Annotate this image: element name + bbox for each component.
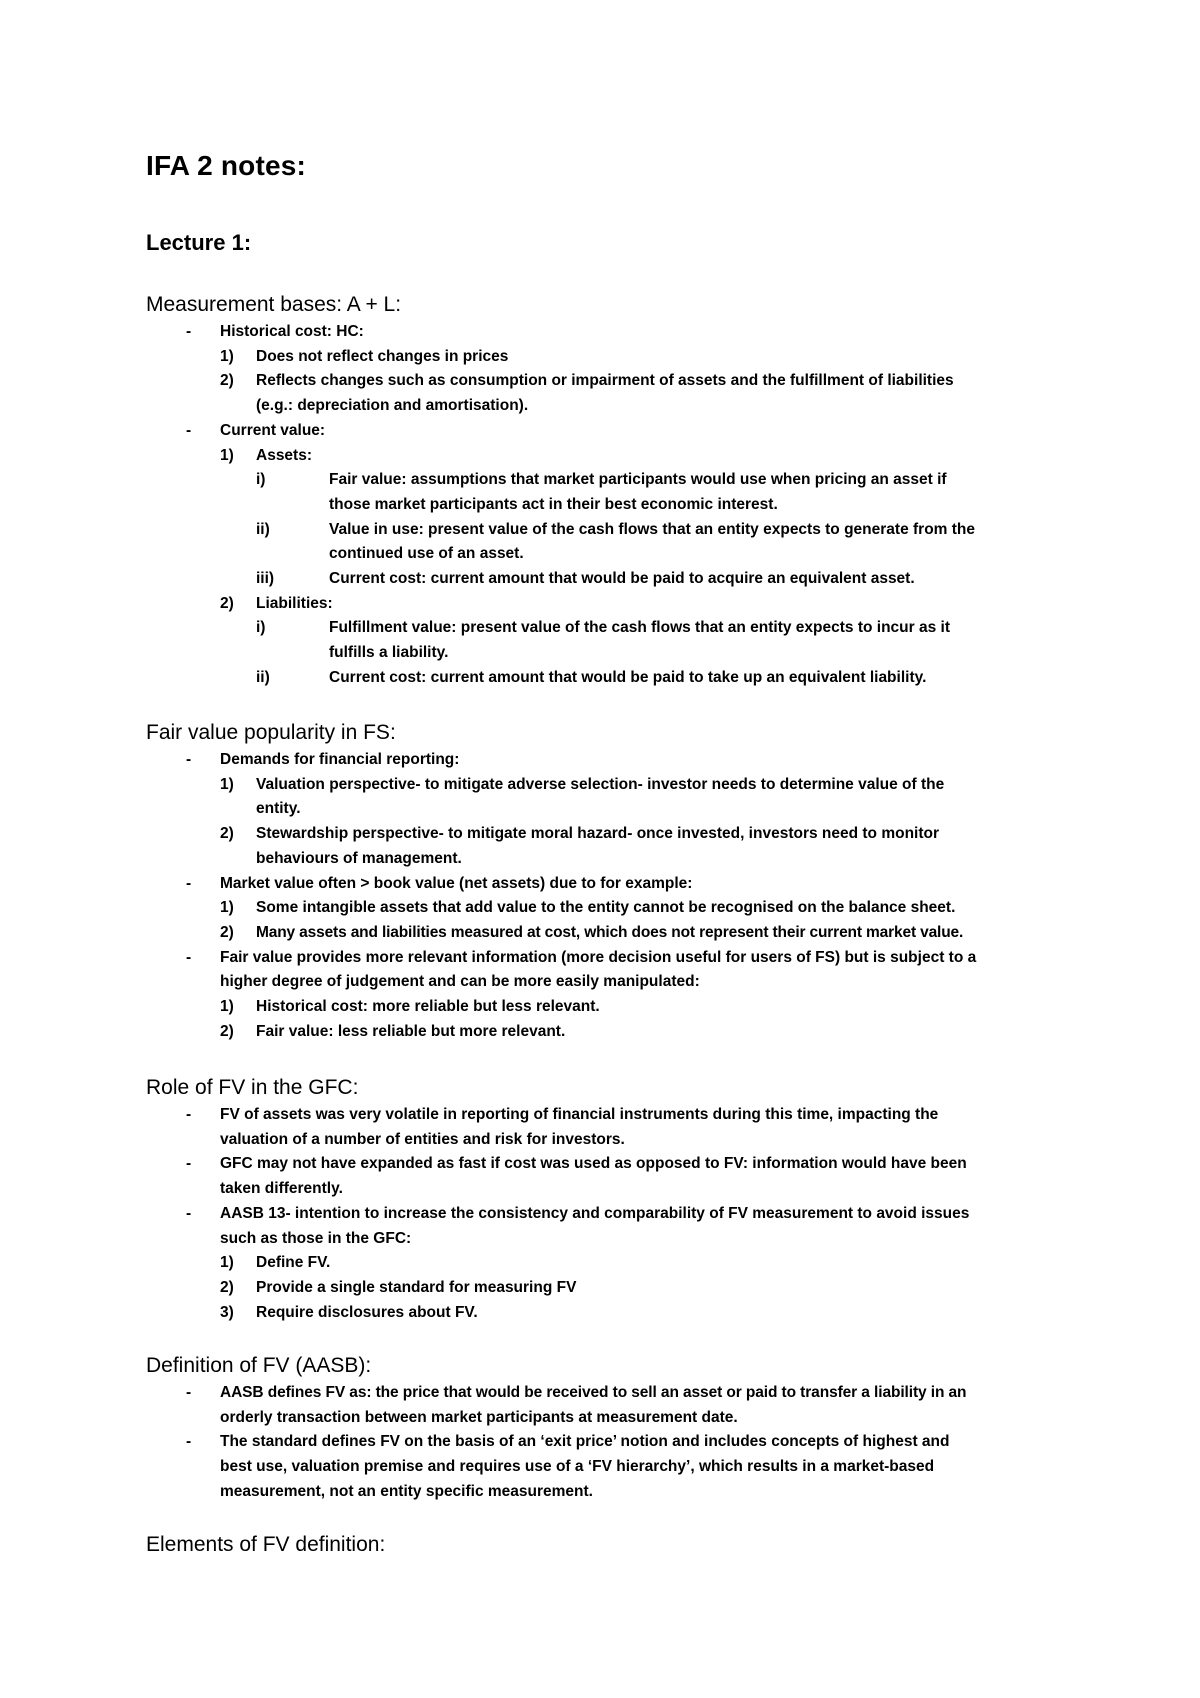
section-heading: Role of FV in the GFC: [146, 1076, 359, 1099]
list-item: 1) Assets: [146, 444, 1076, 469]
list-number: 1) [220, 347, 234, 365]
bullet-dash: - [186, 1155, 192, 1173]
list-item: 2) Many assets and liabilities measured at cost, which does not represent their current market value. [146, 921, 1076, 946]
list-item: - Market value often > book value (net assets) due to for example: [146, 872, 1076, 897]
section-elements-of-fv [146, 1532, 1076, 1560]
list-item-continuation: fulfills a liability. [329, 644, 449, 662]
list-item: 1) Some intangible assets that add value to the entity cannot be recognised on the balance sheet. [146, 896, 1076, 921]
list-item-continuation: orderly transaction between market participants at measurement date. [220, 1408, 738, 1426]
list-roman: iii) [256, 570, 275, 588]
list-roman: ii) [256, 520, 270, 538]
list-item: 1) Define FV. [146, 1251, 1076, 1276]
list-roman: ii) [256, 668, 270, 686]
list-number: 1) [220, 899, 234, 917]
list-item-continuation: best use, valuation premise and requires use of a ‘FV hierarchy’, which results in a market-based [220, 1458, 935, 1476]
bullet-dash: - [186, 874, 192, 892]
section-heading: Elements of FV definition: [146, 1533, 386, 1556]
list-item-continuation: valuation of a number of entities and risk for investors. [220, 1130, 625, 1148]
section-heading: Definition of FV (AASB): [146, 1354, 372, 1377]
list-item: - FV of assets was very volatile in reporting of financial instruments during this time, impacting the [146, 1103, 1076, 1128]
list-item: ii) Current cost: current amount that would be paid to take up an equivalent liability. [146, 666, 1076, 691]
bullet-dash: - [186, 323, 192, 340]
list-item: i) Fulfillment value: present value of the cash flows that an entity expects to incur as it [146, 616, 1076, 641]
list-number: 1) [220, 775, 234, 793]
list-number: 2) [220, 372, 234, 390]
section-measurement-bases [146, 292, 1076, 691]
list-number: 3) [220, 1303, 234, 1321]
section-role-of-fv-gfc [146, 1075, 1076, 1325]
list-item: - Fair value provides more relevant information (more decision useful for users of FS) but is subject to a [146, 946, 1076, 971]
list-number: 2) [220, 1278, 234, 1296]
list-item: 2) Stewardship perspective- to mitigate moral hazard- once invested, investors need to monitor [146, 822, 1076, 847]
list-number: 1) [220, 446, 234, 464]
list-number: 1) [220, 1254, 234, 1272]
list-item: 2) Fair value: less reliable but more relevant. [146, 1020, 1076, 1045]
list-item: 1) Valuation perspective- to mitigate adverse selection- investor needs to determine value of the [146, 773, 1076, 798]
list-item: - AASB 13- intention to increase the consistency and comparability of FV measurement to avoid issues [146, 1202, 1076, 1227]
list-item: 2) Provide a single standard for measuring FV [146, 1276, 1076, 1301]
list-item: ii) Value in use: present value of the cash flows that an entity expects to generate from the [146, 518, 1076, 543]
list-item: - Historical cost: HC: [146, 320, 1076, 345]
bullet-dash: - [186, 1204, 192, 1222]
section-definition-of-fv [146, 1353, 1076, 1505]
list-item: 3) Require disclosures about FV. [146, 1301, 1076, 1326]
bullet-dash: - [186, 1433, 192, 1451]
list-item-continuation: measurement, not an entity specific measurement. [220, 1482, 593, 1500]
list-item: - AASB defines FV as: the price that would be received to sell an asset or paid to transfer a liability in an [146, 1381, 1076, 1406]
list-roman: i) [256, 619, 266, 637]
bullet-dash: - [186, 1384, 192, 1401]
list-item: - Current value: [146, 419, 1076, 444]
list-roman: i) [256, 471, 266, 489]
list-item: - Demands for financial reporting: [146, 748, 1076, 773]
list-item: 1) Historical cost: more reliable but less relevant. [146, 995, 1076, 1020]
list-item: i) Fair value: assumptions that market participants would use when pricing an asset if [146, 468, 1076, 493]
list-number: 1) [220, 998, 234, 1016]
list-item-continuation: behaviours of management. [256, 849, 462, 867]
list-item: - The standard defines FV on the basis of an ‘exit price’ notion and includes concepts of highest and [146, 1430, 1076, 1455]
list-item-continuation: continued use of an asset. [329, 545, 524, 563]
bullet-dash: - [186, 421, 192, 439]
list-item-continuation: taken differently. [220, 1180, 343, 1198]
list-number: 2) [220, 825, 234, 843]
document-title: IFA 2 notes: [146, 150, 307, 181]
list-item-continuation: entity. [256, 800, 301, 818]
bullet-dash: - [186, 1106, 192, 1123]
list-item-continuation: those market participants act in their best economic interest. [329, 495, 778, 513]
list-item: - GFC may not have expanded as fast if cost was used as opposed to FV: information would have been [146, 1152, 1076, 1177]
bullet-dash: - [186, 948, 192, 966]
section-heading: Fair value popularity in FS: [146, 721, 396, 744]
list-item-continuation: higher degree of judgement and can be more easily manipulated: [220, 973, 700, 991]
list-item-continuation: such as those in the GFC: [220, 1229, 412, 1247]
list-item: 2) Liabilities: [146, 592, 1076, 617]
list-item: iii) Current cost: current amount that would be paid to acquire an equivalent asset. [146, 567, 1076, 592]
list-number: 2) [220, 923, 234, 941]
list-item-continuation: (e.g.: depreciation and amortisation). [256, 397, 529, 415]
list-item: 1) Does not reflect changes in prices [146, 345, 1076, 370]
lecture-heading: Lecture 1: [146, 230, 252, 255]
section-fair-value-popularity [146, 720, 1076, 1044]
list-number: 2) [220, 594, 234, 612]
list-item: 2) Reflects changes such as consumption or impairment of assets and the fulfillment of liabilities [146, 369, 1076, 394]
list-number: 2) [220, 1022, 234, 1040]
section-heading: Measurement bases: A + L: [146, 293, 402, 316]
bullet-dash: - [186, 751, 192, 768]
